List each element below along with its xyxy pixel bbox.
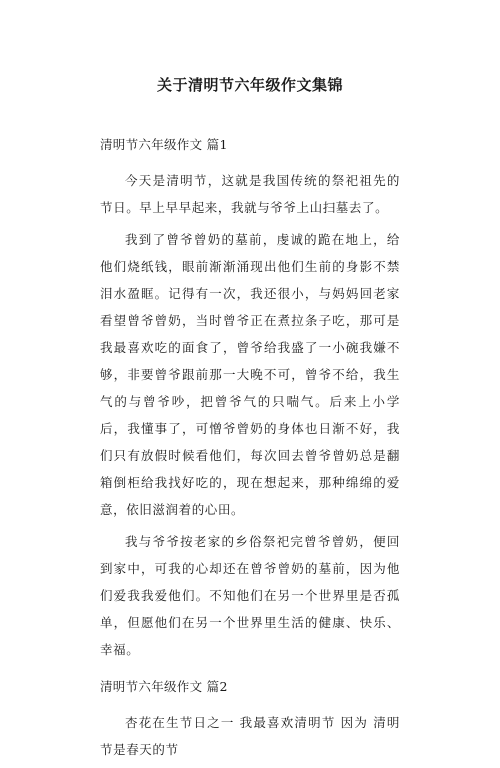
paragraph: 今天是清明节，这就是我国传统的祭祀祖先的节日。早上早早起来，我就与爷爷上山扫墓去了。 xyxy=(100,173,400,215)
paragraph: 我与爷爷按老家的乡俗祭祀完曾爷曾奶，便回到家中，可我的心却还在曾爷曾奶的墓前，因为他们爱我我爱他们。不知他们在另一个世界里是否孤单，但愿他们在另一个世界里生活的健康、快乐、幸福。 xyxy=(100,534,400,657)
section-heading-1: 清明节六年级作文 篇1 xyxy=(100,137,228,152)
paragraph: 杏花在生节日之一 我最喜欢清明节 因为 清明节是春天的节 xyxy=(100,715,400,757)
document-title: 关于清明节六年级作文集锦 xyxy=(156,76,343,94)
section-heading-2: 清明节六年级作文 篇2 xyxy=(100,679,228,694)
document-body xyxy=(100,135,400,768)
paragraph: 我到了曾爷曾奶的墓前，虔诚的跪在地上，给他们烧纸钱，眼前渐渐涌现出他们生前的身影不禁泪水盈眶。记得有一次，我还很小，与妈妈回老家看望曾爷曾奶，当时曾爷正在煮拉条子吃，那可是我最喜欢吃的面食了，曾爷给我盛了一小碗我嫌不够，非要曾爷跟前那一大晚不可，曾爷不给，我生气的与曾爷吵，把曾爷气的只喘气。后来上小学后，我懂事了，可憎爷曾奶的身体也日渐不好，我们只有放假时候看他们，每次回去曾爷曾奶总是翻箱倒柜给我找好吃的，现在想起来，那种绵绵的爱意，依旧滋润着的心田。 xyxy=(100,232,400,517)
